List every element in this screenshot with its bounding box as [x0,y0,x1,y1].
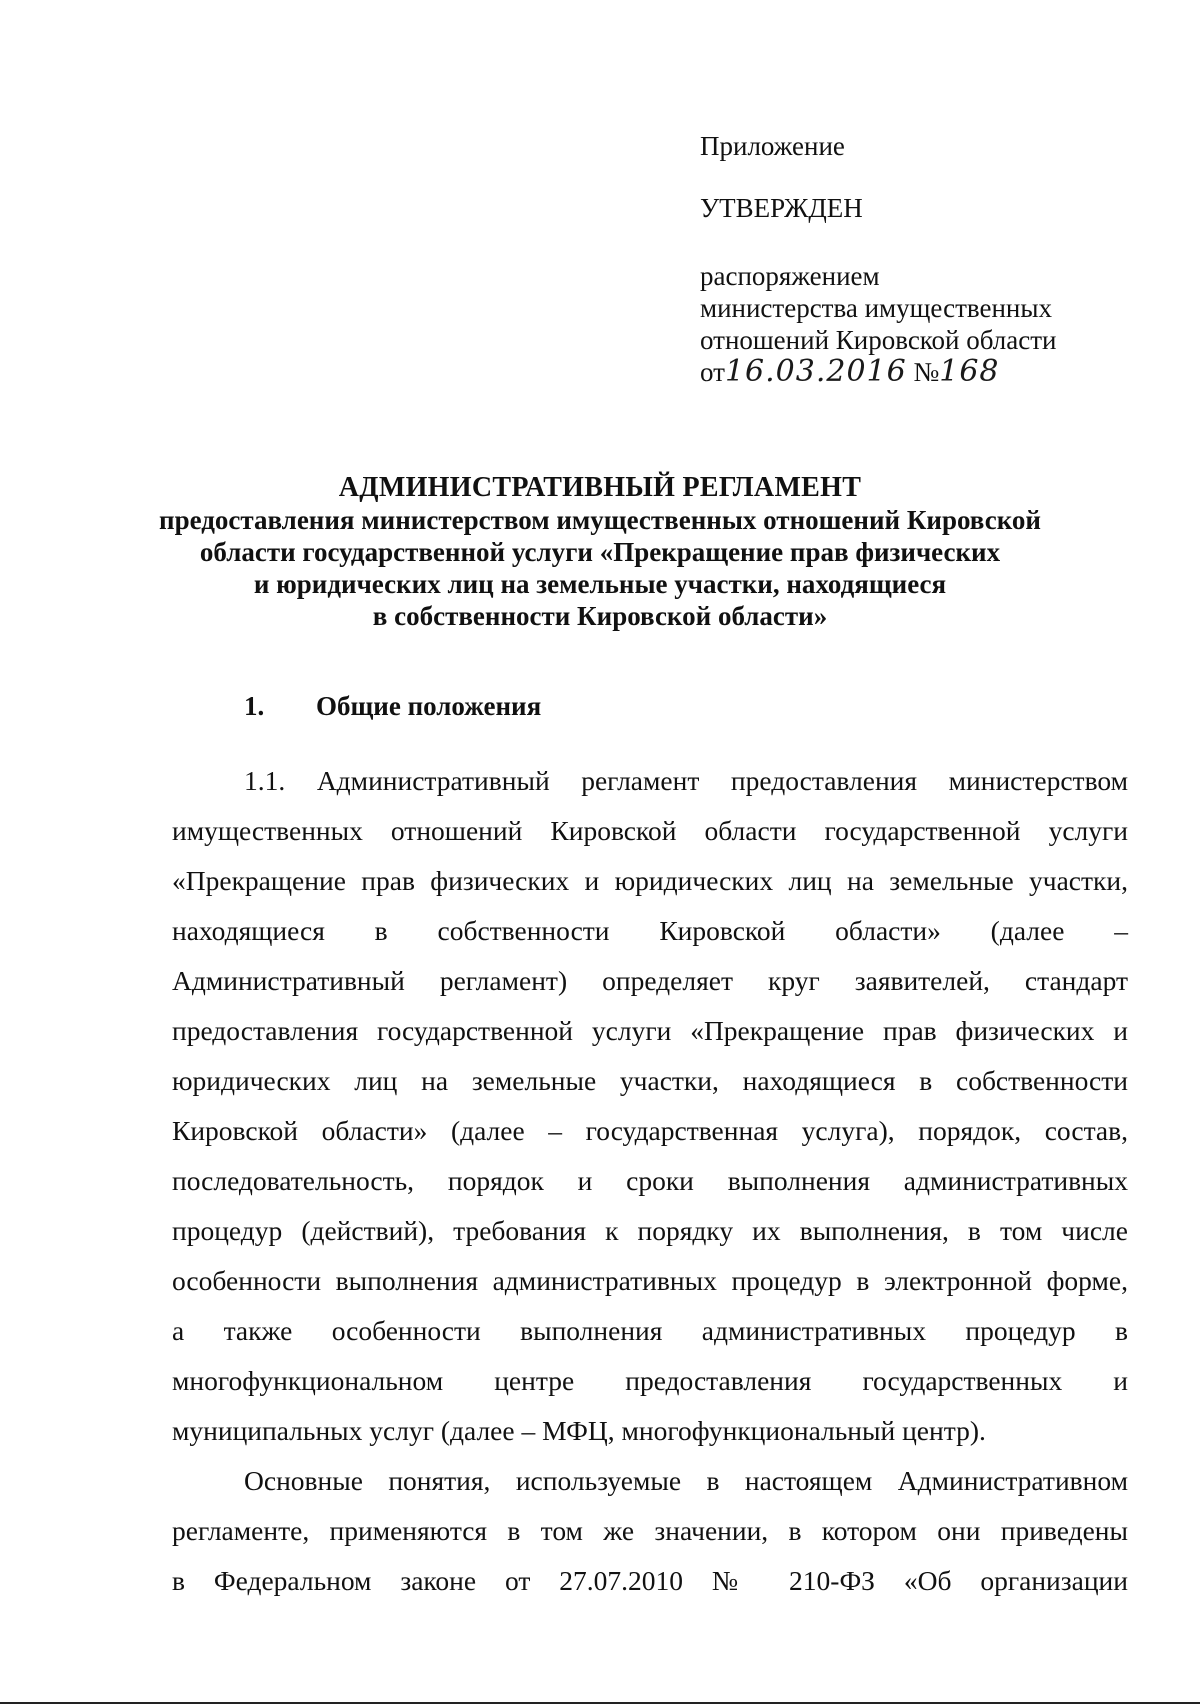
handwritten-number: 168 [939,354,1000,389]
title-main: АДМИНИСТРАТИВНЫЙ РЕГЛАМЕНТ [338,472,862,503]
paragraph-1-line: предоставления государственной услуги «Прекращение прав физических и [172,1015,1128,1046]
paragraph-1-line: Кировской области» (далее – государственная услуга), порядок, состав, [172,1115,1128,1146]
title-line-4: в собственности Кировской области» [372,601,828,631]
date-prefix: от [700,357,725,387]
paragraph-1-line: процедур (действий), требования к порядку их выполнения, в том числе [172,1215,1128,1246]
approval-line-3: отношений Кировской области [700,325,1057,355]
title-line-2: области государственной услуги «Прекращение прав физических [199,537,1001,567]
section-number: 1. [244,691,265,721]
paragraph-1-line: имущественных отношений Кировской области государственной услуги [172,815,1128,846]
body-text [172,756,1128,1606]
number-sign: № [913,357,940,387]
paragraph-1-line: 1.1. Административный регламент предоставления министерством [244,765,1128,796]
paragraph-1-line: а также особенности выполнения административных процедур в [172,1315,1128,1346]
paragraph-1-line: последовательность, порядок и сроки выполнения административных [172,1165,1128,1196]
paragraph-1-line: муниципальных услуг (далее – МФЦ, многофункциональный центр). [172,1415,986,1446]
paragraph-1-line: особенности выполнения административных процедур в электронной форме, [172,1265,1128,1296]
approval-line-1: распоряжением [700,261,880,291]
section-title: Общие положения [316,691,542,721]
approval-stamp-block [700,130,1140,388]
approval-date-line [700,356,1140,388]
paragraph-1-line: многофункциональном центре предоставления государственных и [172,1365,1128,1396]
paragraph-1-line: юридических лиц на земельные участки, находящиеся в собственности [172,1065,1128,1096]
paragraph-2-line: в Федеральном законе от 27.07.2010 № 210-ФЗ «Об организации [172,1565,1128,1596]
page-bottom-rule [0,1702,1200,1704]
title-line-1: предоставления министерством имущественных отношений Кировской [159,505,1041,535]
title-line-3: и юридических лиц на земельные участки, находящиеся [253,569,947,599]
section-heading [244,690,541,722]
handwritten-date: 16.03.2016 [724,354,907,389]
paragraph-1-line: «Прекращение прав физических и юридических лиц на земельные участки, [172,865,1128,896]
document-title [150,472,1050,632]
paragraph-2-line: регламенте, применяются в том же значении, в котором они приведены [172,1515,1128,1546]
approval-line-2: министерства имущественных [700,293,1052,323]
paragraph-2-line: Основные понятия, используемые в настоящем Административном [244,1465,1128,1496]
paragraph-1-line: находящиеся в собственности Кировской области» (далее – [172,915,1128,946]
approved-label: УТВЕРЖДЕН [700,193,863,223]
appendix-label: Приложение [700,131,845,161]
paragraph-1-line: Административный регламент) определяет круг заявителей, стандарт [172,965,1128,996]
